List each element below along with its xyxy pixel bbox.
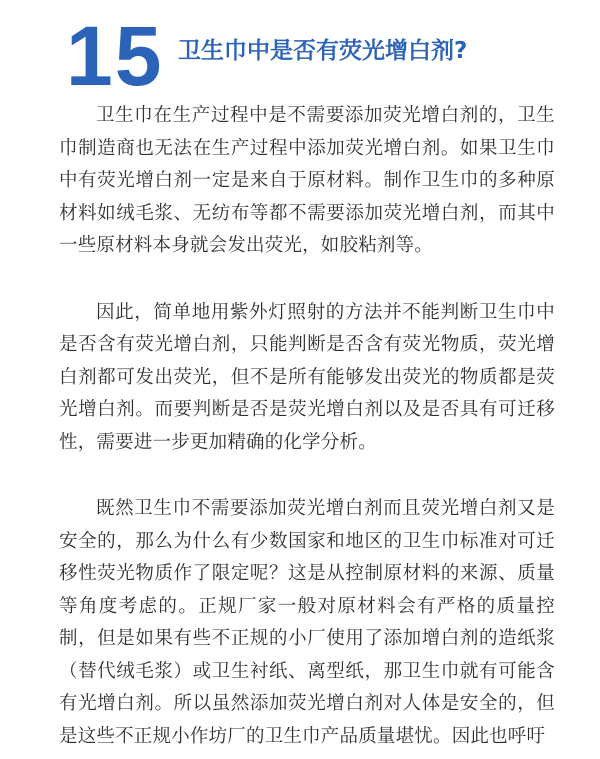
- paragraph: 既然卫生巾不需要添加荧光增白剂而且荧光增白剂又是安全的，那么为什么有少数国家和地区的卫生巾标准对可迁移性荧光物质作了限定呢？这是从控制原材料的来源、质量等角度考虑的。正规厂家一般对原材料会有严格的质量控制，但是如果有些不正规的小厂使用了添加增白剂的造纸浆（替代绒毛浆）或卫生衬纸、离型纸，那卫生巾就有可能含有光增白剂。所以虽然添加荧光增白剂对人体是安全的，但是这些不正规小作坊厂的卫生巾产品质量堪忧。因此也呼吁: [59, 498, 555, 747]
- paragraph: 卫生巾在生产过程中是不需要添加荧光增白剂的，卫生巾制造商也无法在生产过程中添加荧光增白剂。如果卫生巾中有荧光增白剂一定是来自于原材料。制作卫生巾的多种原材料如绒毛浆、无纺布等都不需要添加荧光增白剂，而其中一些原材料本身就会发出荧光，如胶粘剂等。: [59, 105, 555, 256]
- section-number: 15: [66, 9, 164, 103]
- section-title: 卫生巾中是否有荧光增白剂?: [178, 38, 468, 64]
- paragraph: 因此，简单地用紫外灯照射的方法并不能判断卫生巾中是否含有荧光增白剂，只能判断是否含有荧光物质，荧光增白剂都可发出荧光，但不是所有能够发出荧光的物质都是荧光增白剂。而要判断是否是荧光增白剂以及是否具有可迁移性，需要进一步更加精确的化学分析。: [59, 301, 555, 453]
- article-body: [59, 100, 555, 753]
